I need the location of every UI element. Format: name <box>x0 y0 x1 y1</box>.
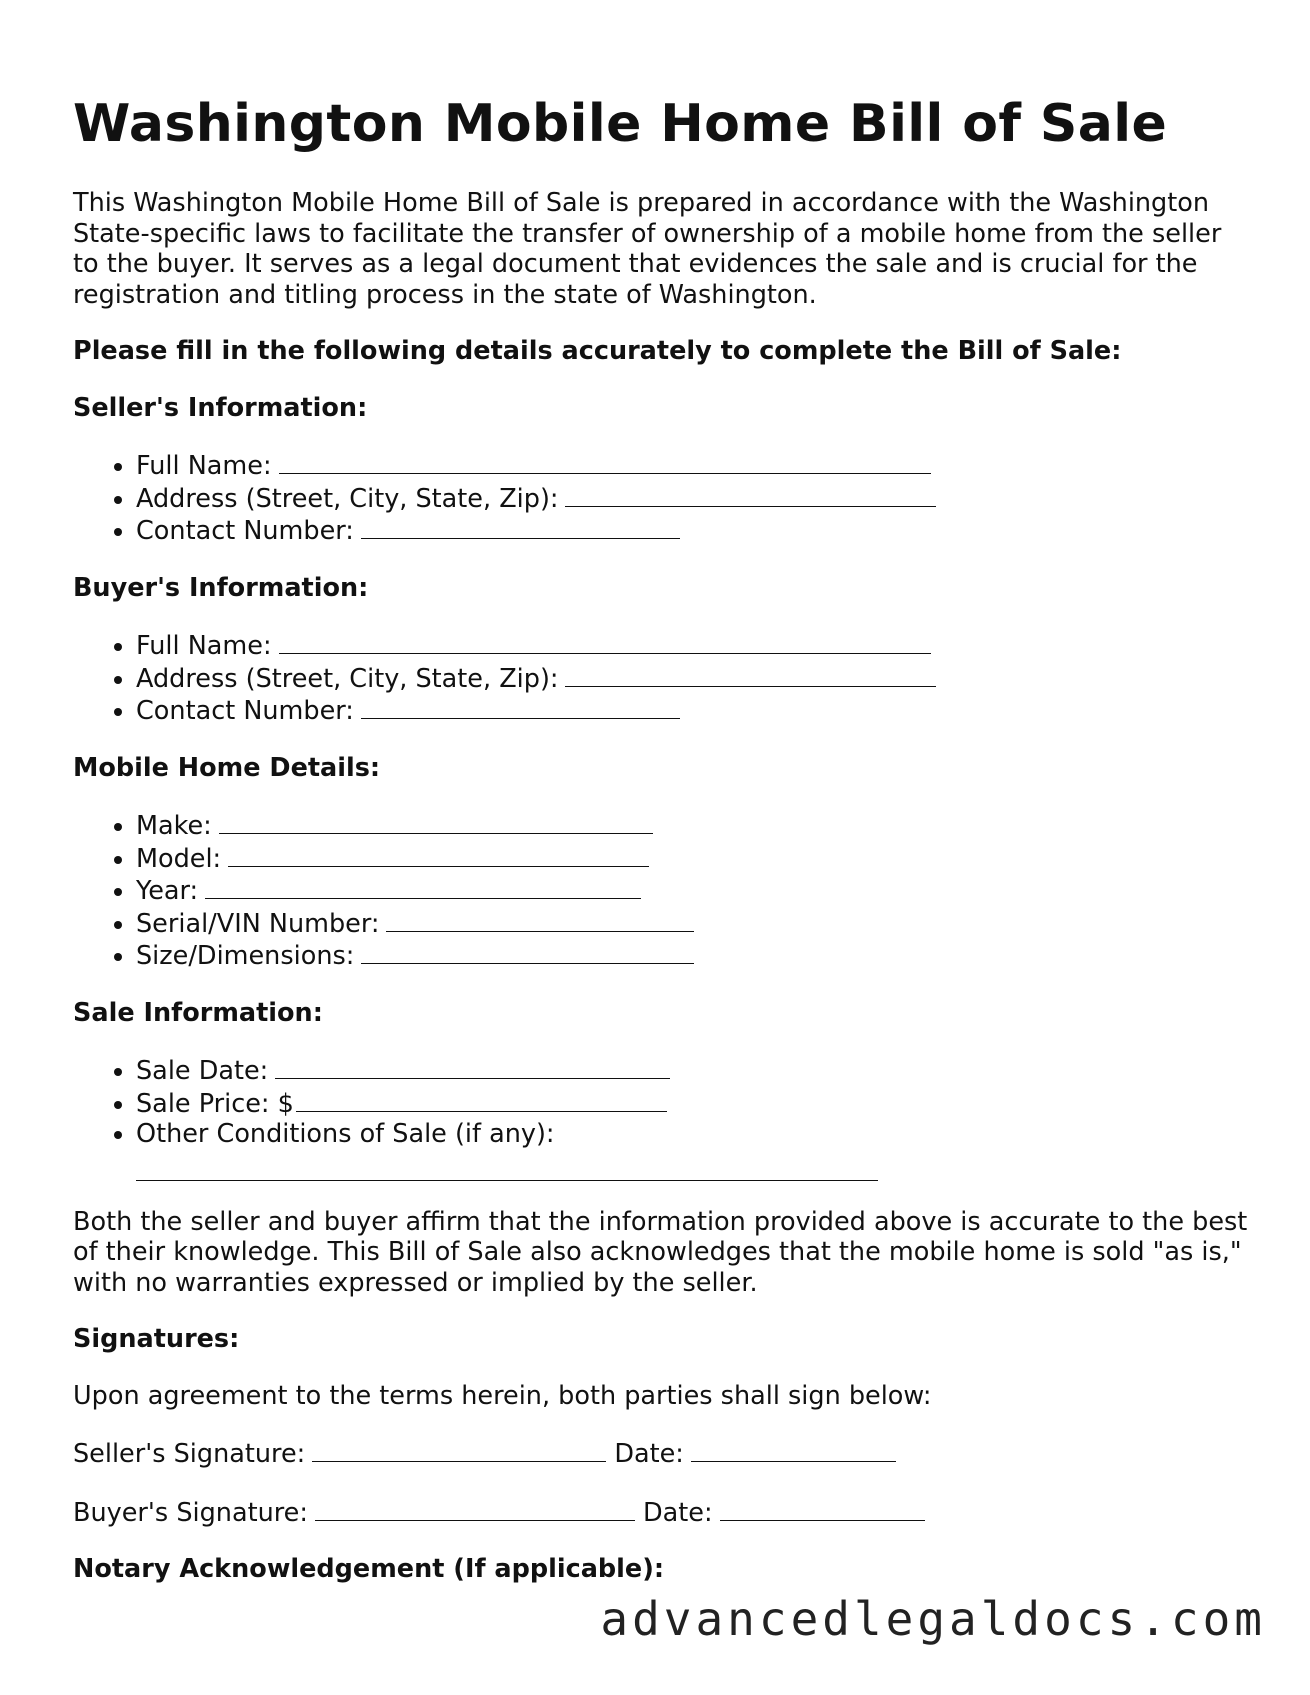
buyer-contact-field[interactable] <box>361 694 680 719</box>
buyer-contact-label: Contact Number: <box>136 696 354 726</box>
seller-date-field[interactable] <box>691 1437 896 1462</box>
home-details-list <box>73 809 1253 972</box>
watermark: advancedlegaldocs.com <box>600 1592 1266 1646</box>
sale-info-heading: Sale Information: <box>73 997 323 1028</box>
seller-full-name-label: Full Name: <box>136 451 272 481</box>
list-item <box>136 939 1253 972</box>
other-conditions-field[interactable] <box>136 1158 878 1181</box>
sale-price-label: Sale Price: $ <box>136 1088 294 1119</box>
serial-vin-field[interactable] <box>386 907 694 932</box>
buyer-heading: Buyer's Information: <box>73 572 369 603</box>
notary-heading: Notary Acknowledgement (If applicable): <box>73 1554 665 1584</box>
other-conditions-label: Other Conditions of Sale (if any): <box>136 1119 555 1149</box>
make-label: Make: <box>136 811 212 841</box>
seller-address-label: Address (Street, City, State, Zip): <box>136 483 559 514</box>
buyer-address-label: Address (Street, City, State, Zip): <box>136 663 559 694</box>
buyer-date-field[interactable] <box>720 1496 925 1521</box>
buyer-signature-line <box>73 1496 1253 1529</box>
model-field[interactable] <box>228 842 649 867</box>
buyer-full-name-label: Full Name: <box>136 631 272 661</box>
list-item <box>136 1054 1253 1087</box>
seller-full-name-field[interactable] <box>279 449 931 474</box>
year-field[interactable] <box>205 874 641 899</box>
sale-price-field[interactable] <box>296 1087 667 1112</box>
list-item <box>136 694 1253 727</box>
size-dimensions-field[interactable] <box>361 939 694 964</box>
home-details-heading: Mobile Home Details: <box>73 752 381 783</box>
buyer-address-field[interactable] <box>565 662 936 687</box>
make-field[interactable] <box>219 809 653 834</box>
sale-date-field[interactable] <box>275 1054 670 1079</box>
size-dimensions-label: Size/Dimensions: <box>136 941 355 971</box>
list-item <box>136 629 1253 662</box>
seller-address-field[interactable] <box>565 482 936 507</box>
buyer-list <box>73 629 1253 727</box>
model-label: Model: <box>136 843 222 874</box>
list-item <box>136 514 1253 547</box>
buyer-date-label: Date: <box>643 1497 713 1528</box>
sale-date-label: Sale Date: <box>136 1056 269 1086</box>
list-item <box>136 662 1253 695</box>
seller-signature-line <box>73 1437 1253 1470</box>
seller-heading: Seller's Information: <box>73 392 368 423</box>
list-item <box>136 809 1253 842</box>
seller-signature-label: Seller's Signature: <box>73 1439 306 1469</box>
seller-list <box>73 449 1253 547</box>
signatures-instruction: Upon agreement to the terms herein, both parties shall sign below: <box>73 1380 932 1411</box>
buyer-signature-label: Buyer's Signature: <box>73 1497 308 1528</box>
list-item <box>136 1087 1253 1120</box>
list-item <box>136 842 1253 875</box>
buyer-full-name-field[interactable] <box>279 629 931 654</box>
instruction-text: Please fill in the following details accurately to complete the Bill of Sale: <box>73 336 1122 366</box>
seller-contact-label: Contact Number: <box>136 516 354 546</box>
year-label: Year: <box>136 876 199 906</box>
list-item <box>136 449 1253 482</box>
list-item <box>136 482 1253 515</box>
list-item <box>136 907 1253 940</box>
document-page <box>73 88 1253 1611</box>
list-item <box>136 874 1253 907</box>
intro-paragraph: This Washington Mobile Home Bill of Sale is prepared in accordance with the Washington State-specific laws to facilitate the transfer of ownership of a mobile home from the seller to the buyer. It serves as a legal document that evidences the sale and is crucial for the registration and titling process in the state of Washington. <box>73 188 1222 310</box>
list-item <box>136 1119 1253 1181</box>
affirmation-paragraph: Both the seller and buyer affirm that the information provided above is accurate to the best of their knowledge. This Bill of Sale also acknowledges that the mobile home is sold "as is," with no warranties expressed or implied by the seller. <box>73 1206 1248 1298</box>
serial-vin-label: Serial/VIN Number: <box>136 908 380 939</box>
document-title: Washington Mobile Home Bill of Sale <box>73 94 1168 154</box>
seller-contact-field[interactable] <box>361 514 680 539</box>
seller-date-label: Date: <box>614 1439 684 1469</box>
seller-signature-field[interactable] <box>312 1437 606 1462</box>
signatures-heading: Signatures: <box>73 1324 240 1354</box>
sale-info-list <box>73 1054 1253 1181</box>
buyer-signature-field[interactable] <box>315 1496 635 1521</box>
